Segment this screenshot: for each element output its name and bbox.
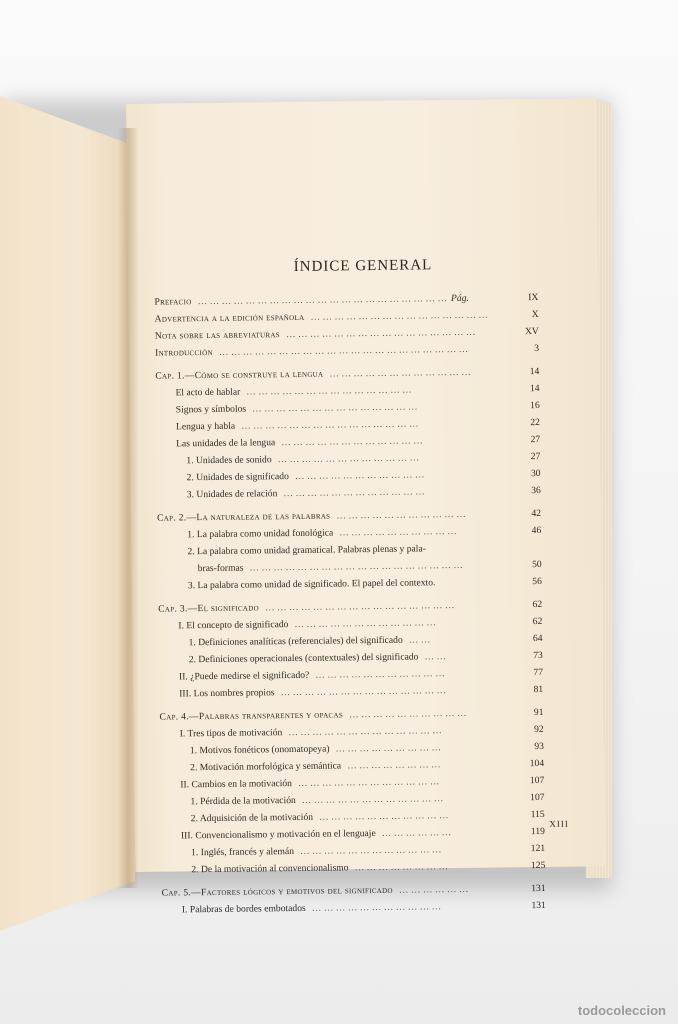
toc-leader-dots: … … … … … … … … … … … … … … … … … … … … … <box>218 343 469 358</box>
toc-leader-dots: … … … … … … <box>381 827 452 839</box>
toc-entry-label: Advertencia a la edición española <box>154 311 305 325</box>
table-of-contents <box>154 289 546 919</box>
toc-page-number: 131 <box>531 882 546 895</box>
toc-page-number: 62 <box>532 598 543 611</box>
toc-page-number: 42 <box>531 507 542 520</box>
toc-leader-dots: … … … … … … … … … … … … <box>294 617 436 630</box>
toc-page-number: 27 <box>530 450 541 463</box>
toc-leader-dots: … … … … … … … … … … … … … … … … … … … … … <box>197 293 448 308</box>
toc-entry-label: Cap. 2.—La naturaleza de las palabras <box>156 510 331 524</box>
toc-page-number: XV <box>524 325 539 338</box>
toc-page-number: 91 <box>533 706 544 719</box>
toc-entry-label: I. Palabras de bordes embotados <box>181 902 306 916</box>
toc-entry-label: III. Los nombres propios <box>179 687 275 700</box>
toc-leader-dots: … … … … … … … … … … … … … … <box>280 685 447 699</box>
toc-page-number: 22 <box>530 416 540 429</box>
toc-leader-dots: … … <box>408 634 431 646</box>
toc-page-number: 107 <box>529 774 545 787</box>
toc-leader-dots: … … … … … … … … … … … <box>311 901 442 914</box>
toc-page-number: 36 <box>531 484 541 497</box>
toc-page-number: X <box>531 308 539 321</box>
toc-entry-label: 2. Unidades de significado <box>186 471 289 484</box>
toc-leader-dots: … … … … … … … … … … … <box>336 508 466 522</box>
toc-entry-label: Prefacio <box>154 296 192 308</box>
toc-entry-label: II. ¿Puede medirse el significado? <box>178 669 310 683</box>
toc-leader-dots: … … … … … … … … … … … … … … … … <box>285 326 476 341</box>
toc-entry-label: I. El concepto de significado <box>178 619 289 632</box>
toc-leader-dots: … … … … … … … … … … … … <box>283 486 425 500</box>
toc-leader-dots: … … … … … … … … <box>354 861 449 874</box>
toc-leader-dots: … … … … … … … … … … … … … … … … <box>264 600 455 614</box>
toc-page-number: 56 <box>532 575 542 588</box>
toc-page-number: 104 <box>529 757 545 770</box>
toc-leader-dots: … … … … … … … … … … … <box>318 810 449 823</box>
toc-entry-label: 2. La palabra como unidad gramatical. Palabras plenas y pala- <box>187 543 426 558</box>
toc-entry-label: 1. Motivos fonéticos (onomatopeya) <box>189 743 330 757</box>
toc-page-number: 14 <box>529 382 540 395</box>
page-number: XIII <box>549 818 569 829</box>
toc-entry-label: Las unidades de la lengua <box>176 437 276 450</box>
toc-leader-dots: … … … … … … … … … … <box>348 707 467 721</box>
toc-page-number: 131 <box>531 899 546 912</box>
watermark-logo: todocoleccion <box>577 1003 666 1018</box>
toc-entry-label: Signos y símbolos <box>175 403 247 416</box>
toc-leader-dots: … … … … … … … … … … … <box>294 469 425 482</box>
toc-entry-label: II. Cambios en la motivación <box>180 778 293 791</box>
toc-entry-label: El acto de hablar <box>175 386 241 399</box>
toc-entry-label: Nota sobre las abreviaturas <box>154 329 281 342</box>
toc-entry-label: 3. La palabra como unidad de significado. El papel del contexto. <box>187 577 436 592</box>
toc-entry-label: 1. Pérdida de la motivación <box>190 794 296 808</box>
toc-page-number: 62 <box>532 615 543 628</box>
toc-page-number: 3 <box>534 342 540 355</box>
toc-entry-label: III. Convencionalismo y motivación en el lenguaje <box>180 828 376 842</box>
toc-leader-dots: … … … … … … … … … … … … <box>301 793 444 806</box>
toc-entry-label: 2. Motivación morfológica y semántica <box>190 760 342 774</box>
toc-entry[interactable] <box>162 897 546 919</box>
left-page <box>0 96 135 931</box>
toc-leader-dots: … … … … … … … … … … … … <box>299 844 442 857</box>
toc-leader-dots: … … … … … … … … … … … … <box>277 452 420 466</box>
toc-leader-dots: … … … … … … … … … … … … … … … <box>310 309 488 323</box>
toc-leader-dots: … … … … … … … … … … … … … … <box>246 384 412 398</box>
toc-leader-dots: … … … … … … … … … … … <box>315 668 445 681</box>
book-gutter <box>118 128 138 888</box>
toc-page-number: 14 <box>529 365 540 378</box>
toc-leader-dots: … … … … … … <box>398 883 469 896</box>
toc-entry-label: 1. Inglés, francés y alemán <box>191 846 295 859</box>
toc-leader-dots: … … … … … … … … … … … … <box>297 776 440 789</box>
toc-page-number: 46 <box>531 524 542 537</box>
toc-entry-label: 2. De la motivación al convencionalismo <box>191 862 349 876</box>
toc-entry-label: 2. Adquisición de la motivación <box>190 811 314 825</box>
toc-leader-dots: … … … … … … … … <box>347 759 441 772</box>
toc-entry-label: Introducción <box>154 346 213 359</box>
toc-page-number: 64 <box>532 632 543 645</box>
toc-entry-label: 1. Unidades de sonido <box>186 454 272 467</box>
toc-page-number: IX <box>528 291 539 304</box>
toc-page-number: 119 <box>530 825 545 838</box>
toc-entry-label: bras-formas <box>197 562 244 575</box>
toc-page-number: 27 <box>530 433 541 446</box>
toc-entry-label: I. Tres tipos de motivación <box>179 727 283 740</box>
toc-leader-dots: … … … … … … … … … … … … … … … … … … <box>249 559 464 574</box>
toc-page-number: 121 <box>530 842 546 855</box>
right-page <box>126 98 605 916</box>
toc-leader-dots: … … … … … … … … … … … … … <box>288 725 442 739</box>
toc-leader-dots: … … … … … … … … … … <box>339 525 457 539</box>
toc-leader-dots: … … … … … … … … … <box>335 742 442 755</box>
toc-page-number: 107 <box>530 791 545 804</box>
toc-page-number: 30 <box>530 467 541 480</box>
toc-entry-label: 1. La palabra como unidad fonológica <box>187 527 334 541</box>
toc-page-number: 77 <box>533 666 544 679</box>
toc-entry-label: Lengua y habla <box>175 420 236 433</box>
toc-leader-dots: … … … … … … … … … … … … … … <box>252 401 418 415</box>
toc-page-number: 73 <box>533 649 543 662</box>
toc-page-abbrev: Pág. <box>450 292 469 305</box>
toc-page-number: 16 <box>530 399 540 412</box>
toc-entry-label: Cap. 1.—Cómo se construye la lengua <box>155 368 324 382</box>
toc-entry-label: 3. Unidades de relación <box>186 488 278 501</box>
page-title: ÍNDICE GENERAL <box>293 257 433 275</box>
toc-leader-dots: … … … … … … … … … … … … <box>281 435 423 449</box>
toc-page-number: 92 <box>534 723 544 736</box>
toc-leader-dots: … … <box>424 651 447 663</box>
toc-leader-dots: … … … … … … … … … … … … … … … <box>241 418 419 432</box>
toc-page-number: 93 <box>534 740 544 753</box>
toc-page-number: 81 <box>533 683 544 696</box>
toc-page-number: 115 <box>530 808 545 821</box>
toc-entry-label: Cap. 5.—Factores lógicos y emotivos del significado <box>161 884 393 899</box>
toc-entry-label: 1. Definiciones analíticas (referenciales) del significado <box>188 634 403 649</box>
toc-leader-dots: … … … … … … … … … … … … <box>329 366 471 380</box>
toc-page-number: 125 <box>530 859 546 872</box>
toc-entry-label: Cap. 4.—Palabras transparentes y opacas <box>159 709 344 723</box>
toc-page-number: 50 <box>531 558 542 571</box>
toc-entry-label: 2. Definiciones operacionales (contextuales) del significado <box>188 651 419 666</box>
toc-entry-label: Cap. 3.—El significado <box>158 602 260 615</box>
